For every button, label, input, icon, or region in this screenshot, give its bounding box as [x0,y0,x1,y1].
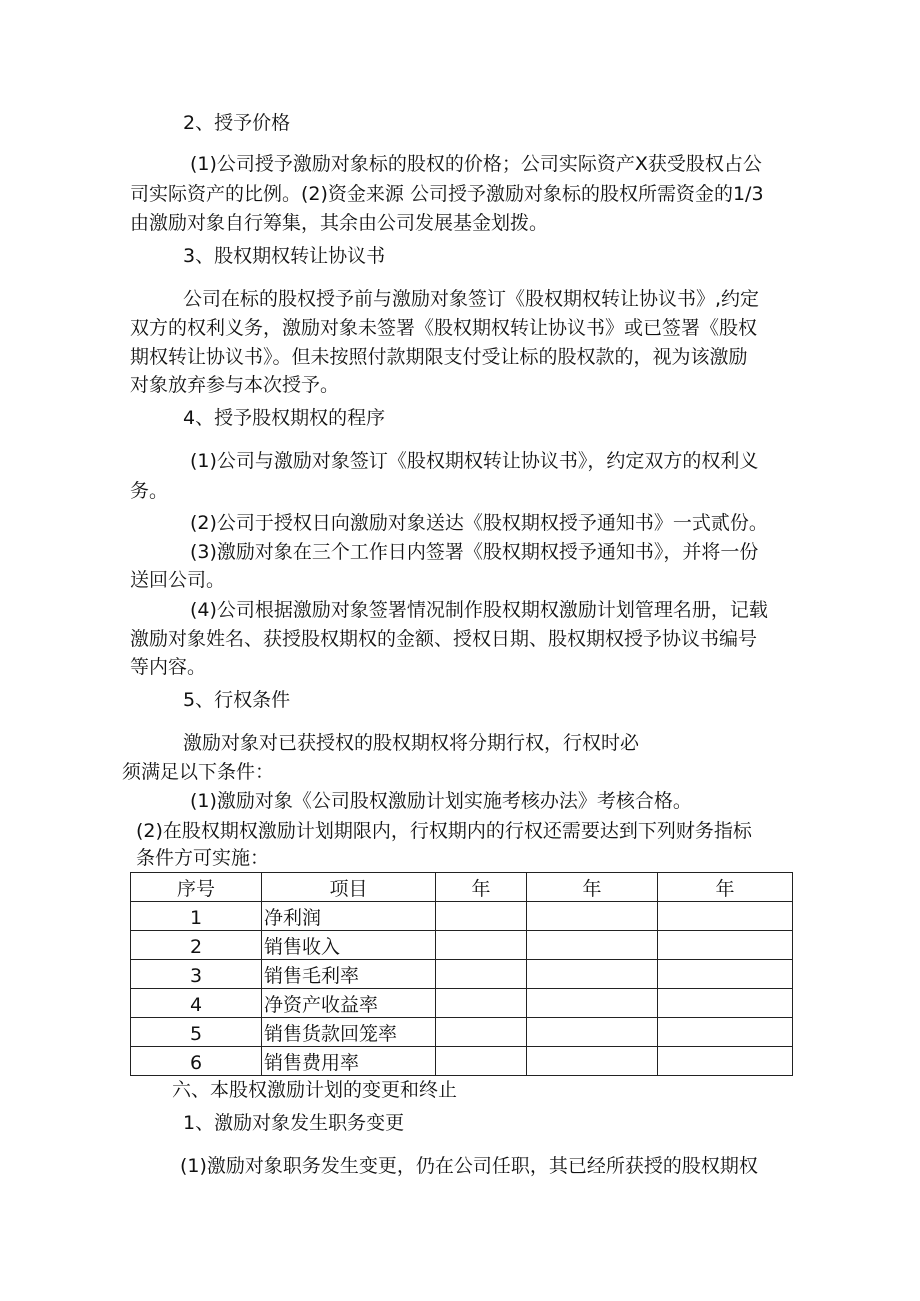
paragraph-line: 对象放弃参与本次授予。 [130,374,340,396]
cell-empty [658,1018,793,1047]
cell-item: 销售费用率 [262,1047,436,1076]
cell-no: 1 [131,902,262,931]
header-cell-item: 项目 [262,873,436,902]
cell-empty [527,1047,658,1076]
cell-no: 2 [131,931,262,960]
paragraph-line: (3)激励对象在三个工作日内签署《股权期权授予通知书》，并将一份 [190,541,759,563]
paragraph-line: 条件方可实施： [136,847,270,869]
header-cell-year: 年 [527,873,658,902]
paragraph-line: (1)激励对象《公司股权激励计划实施考核办法》考核合格。 [190,790,692,812]
table-row [131,989,793,1018]
cell-empty [527,1018,658,1047]
paragraph-line: 公司在标的股权授予前与激励对象签订《股权期权转让协议书》,约定 [183,288,760,310]
paragraph-line: (4)公司根据激励对象签署情况制作股权期权激励计划管理名册，记载 [190,599,768,621]
header-cell-no: 序号 [131,873,262,902]
cell-empty [436,1047,527,1076]
cell-empty [658,960,793,989]
cell-item: 净资产收益率 [262,989,436,1018]
heading-grant-price: 2、授予价格 [183,112,291,134]
header-cell-year: 年 [658,873,793,902]
header-cell-year: 年 [436,873,527,902]
paragraph-line: 期权转让协议书》。但未按照付款期限支付受让标的股权款的，视为该激励 [130,346,748,368]
cell-empty [527,989,658,1018]
paragraph-line: (2)公司于授权日向激励对象送达《股权期权授予通知书》一式贰份。 [190,512,768,534]
cell-empty [658,1047,793,1076]
financial-indicators-table [130,872,793,1076]
cell-item: 销售毛利率 [262,960,436,989]
cell-empty [527,902,658,931]
cell-empty [658,931,793,960]
paragraph-line: 送回公司。 [130,569,226,591]
heading-position-change: 1、激励对象发生职务变更 [183,1112,405,1134]
cell-empty [436,902,527,931]
table-row [131,960,793,989]
heading-grant-procedure: 4、授予股权期权的程序 [183,407,386,429]
paragraph-line: (1)公司授予激励对象标的股权的价格；公司实际资产X获受股权占公 [190,153,762,175]
cell-item: 销售货款回笼率 [262,1018,436,1047]
table-header-row [131,873,793,902]
paragraph-line: 双方的权利义务，激励对象未签署《股权期权转让协议书》或已签署《股权 [130,317,758,339]
cell-empty [658,902,793,931]
cell-no: 3 [131,960,262,989]
cell-empty [436,931,527,960]
cell-empty [527,931,658,960]
cell-empty [436,989,527,1018]
table-row [131,902,793,931]
cell-no: 4 [131,989,262,1018]
table-row [131,1047,793,1076]
cell-empty [527,960,658,989]
cell-empty [658,989,793,1018]
cell-item: 销售收入 [262,931,436,960]
paragraph-line: 激励对象姓名、获授股权期权的金额、授权日期、股权期权授予协议书编号 [130,628,758,650]
paragraph-line: 司实际资产的比例。(2)资金来源 公司授予激励对象标的股权所需资金的1/3 [130,183,764,205]
heading-plan-change: 六、本股权激励计划的变更和终止 [172,1079,458,1101]
paragraph-line: (1)公司与激励对象签订《股权期权转让协议书》，约定双方的权利义 [190,450,759,472]
cell-empty [436,1018,527,1047]
heading-transfer-agreement: 3、股权期权转让协议书 [183,245,386,267]
cell-item: 净利润 [262,902,436,931]
paragraph-line: 等内容。 [130,656,207,678]
paragraph-line: 激励对象对已获授权的股权期权将分期行权，行权时必 [183,732,640,754]
paragraph-line: 由激励对象自行筹集，其余由公司发展基金划拨。 [130,212,549,234]
paragraph-line: (1)激励对象职务发生变更，仍在公司任职，其已经所获授的股权期权 [180,1155,758,1177]
table-row [131,931,793,960]
cell-no: 5 [131,1018,262,1047]
table-row [131,1018,793,1047]
paragraph-line: (2)在股权期权激励计划期限内，行权期内的行权还需要达到下列财务指标 [136,820,752,842]
paragraph-line: 须满足以下条件： [122,761,275,783]
paragraph-line: 务。 [130,480,169,502]
cell-empty [436,960,527,989]
cell-no: 6 [131,1047,262,1076]
heading-exercise-conditions: 5、行权条件 [183,689,291,711]
